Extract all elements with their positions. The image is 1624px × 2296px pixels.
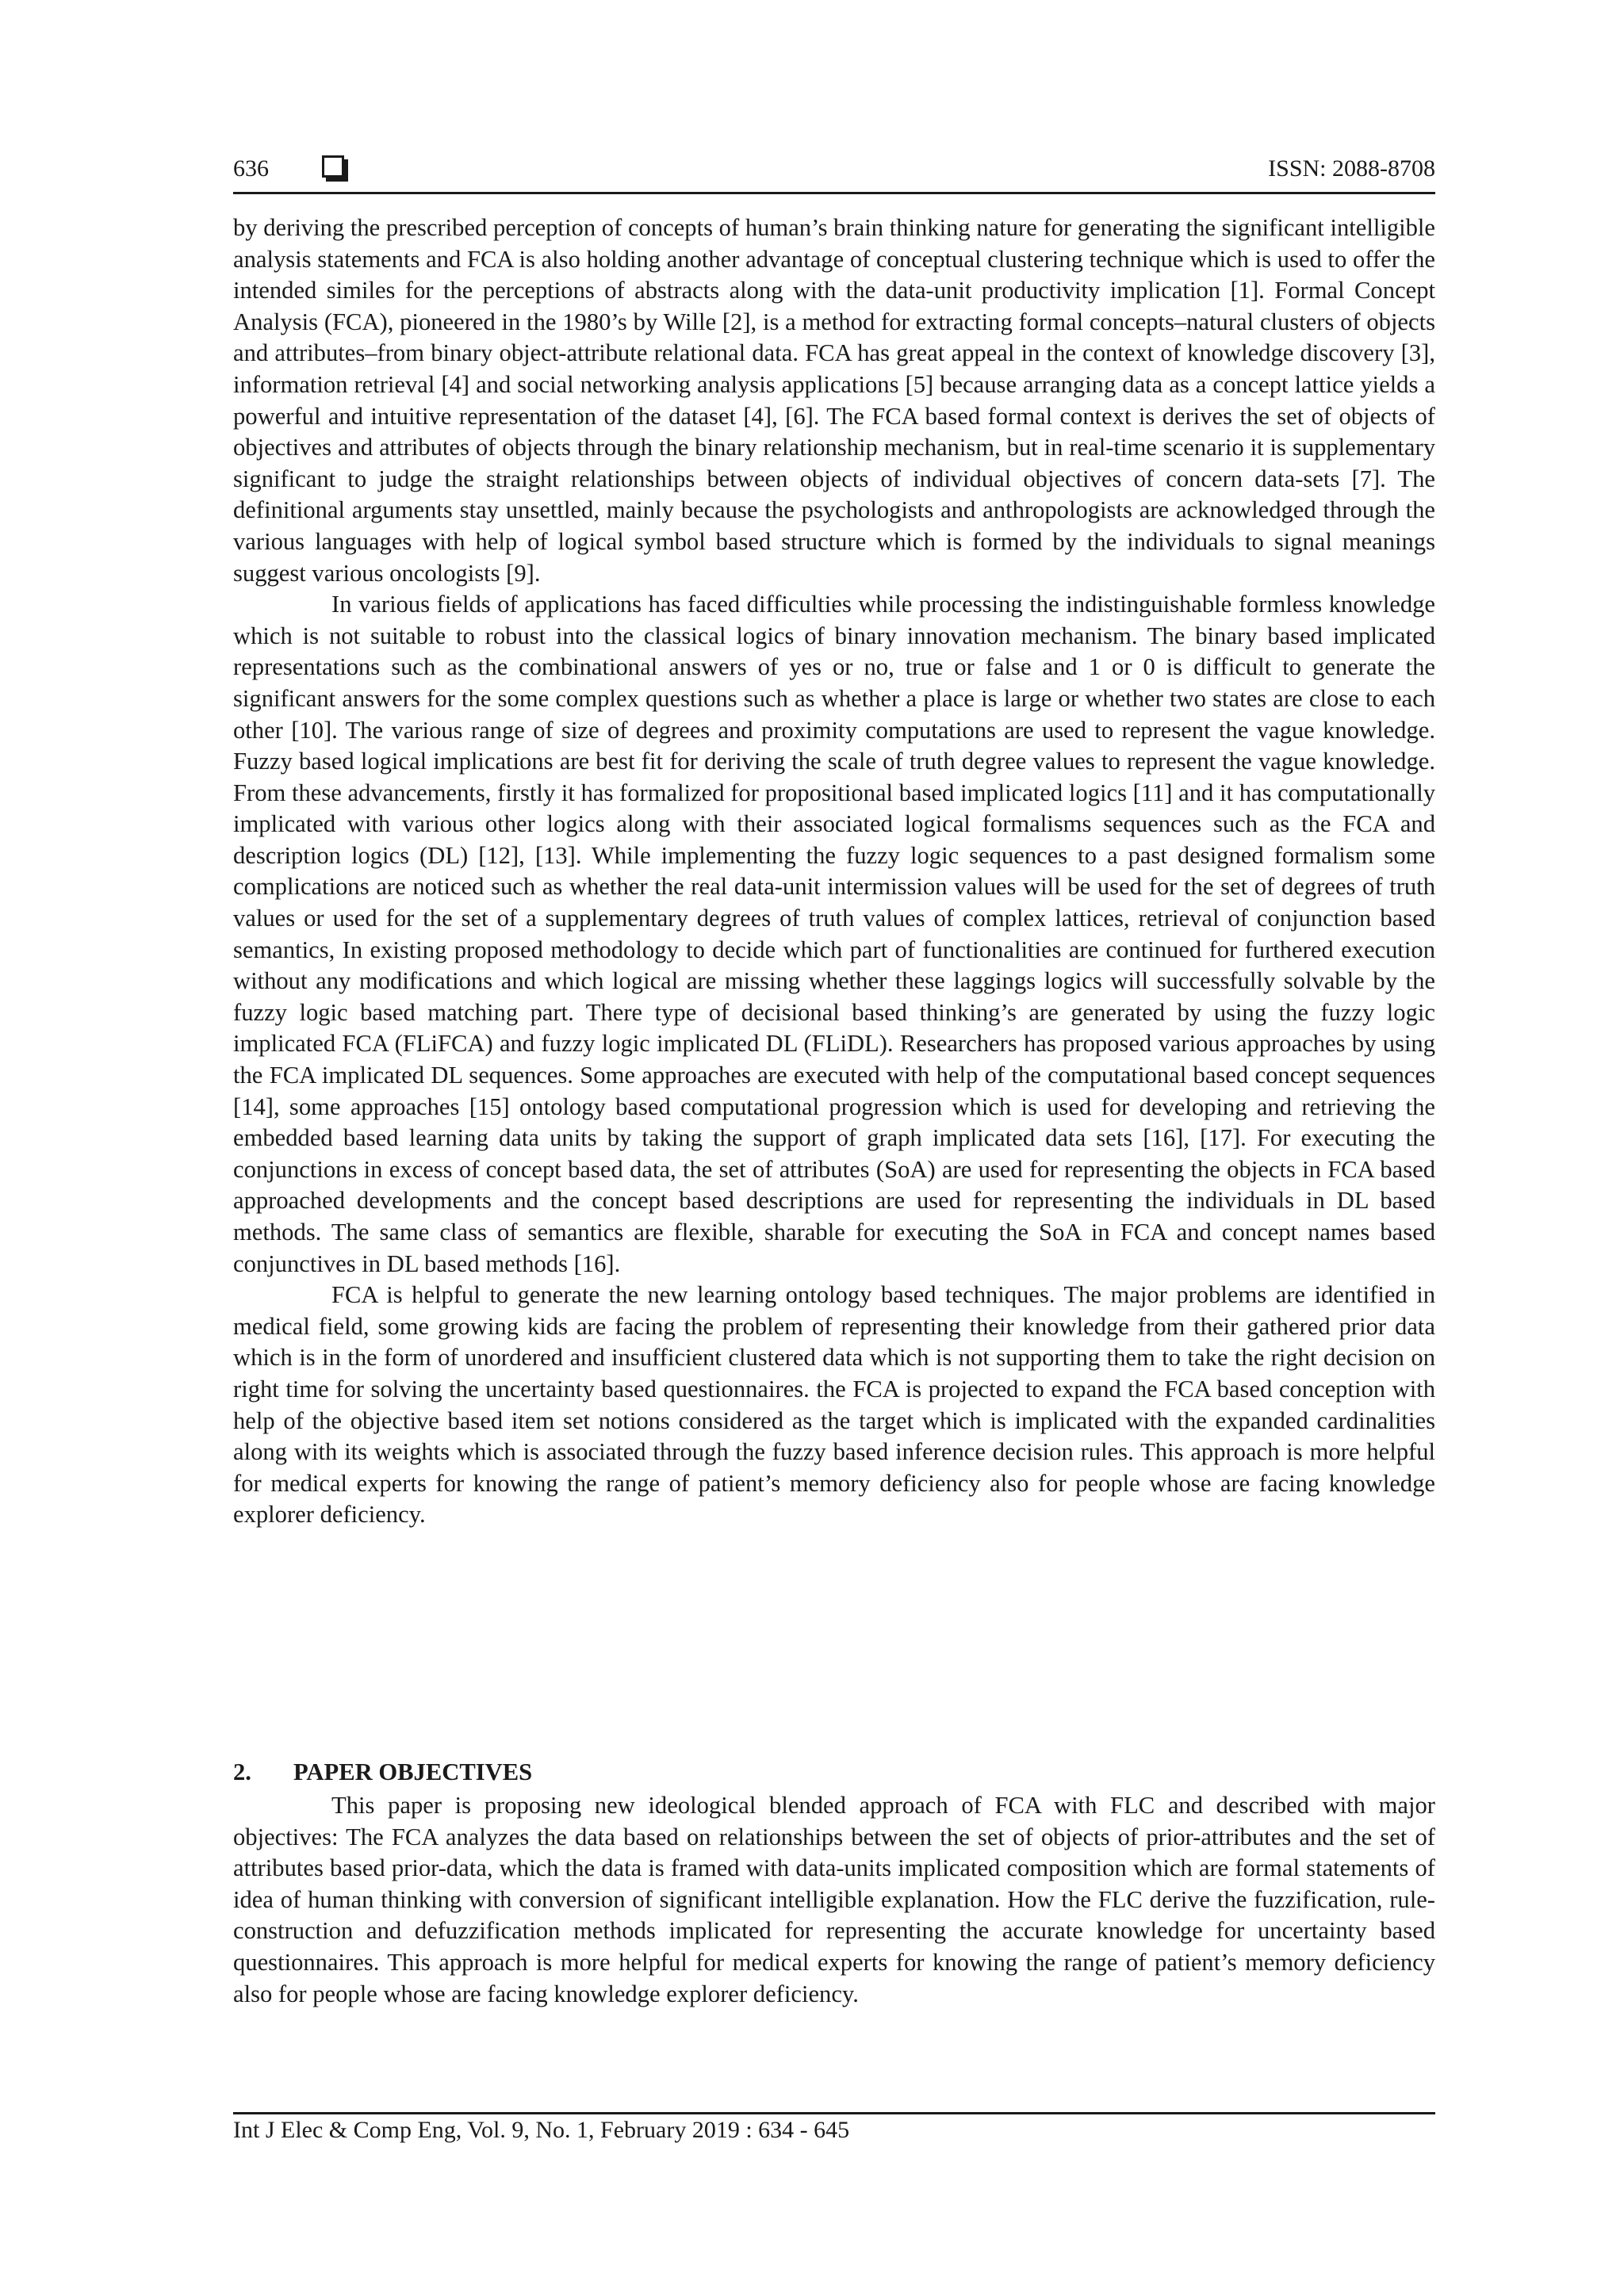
paragraph-2: In various fields of applications has faced difficulties while processing the indistinguishable formless knowledge which is not suitable to robust into the classical logics of binary innovation mechanism. The binary based implicated representations such as the combinational answers of yes or no, true or false and 1 or 0 is difficult to generate the significant answers for the some complex questions such as whether a place is large or whether two states are close to each other [10]. The various range of size of degrees and proximity computations are used to represent the vague knowledge. Fuzzy based logical implications are best fit for deriving the scale of truth degree values to represent the vague knowledge. From these advancements, firstly it has formalized for propositional based implicated logics [11] and it has computationally implicated with various other logics along with their associated logical formalisms sequences such as the FCA and description logics (DL) [12], [13]. While implementing the fuzzy logic sequences to a past designed formalism some complications are noticed such as whether the real data-unit intermission values will be used for the set of degrees of truth values or used for the set of a supplementary degrees of truth values of complex lattices, retrieval of conjunction based semantics, In existing proposed methodology to decide which part of functionalities are continued for furthered execution without any modifications and which logical are missing whether these laggings logics will successfully solvable by the fuzzy logic based matching part. There type of decisional based thinking’s are generated by using the fuzzy logic implicated FCA (FLiFCA) and fuzzy logic implicated DL (FLiDL). Researchers has proposed various approaches by using the FCA implicated DL sequences. Some approaches are executed with help of the computational based concept sequences [14], some approaches [15] ontology based computational progression which is used for developing and retrieving the embedded based learning data units by taking the support of graph implicated data sets [16], [17]. For executing the conjunctions in excess of concept based data, the set of attributes (SoA) are used for representing the objects in FCA based approached developments and the concept based descriptions are used for representing the individuals in DL based methods. The same class of semantics are flexible, sharable for executing the SoA in FCA and concept names based conjunctives in DL based methods [16]. [233,591,1435,1277]
checkbox-square-icon [322,155,344,178]
page-number: 636 [233,155,269,182]
footer-citation: Int J Elec & Comp Eng, Vol. 9, No. 1, February 2019 : 634 - 645 [233,2117,850,2143]
section-paragraph: This paper is proposing new ideological blended approach of FCA with FLC and described with major objectives: The FCA analyzes the data based on relationships between the set of objects of prior-attributes and the set of attributes based prior-data, which the data is framed with data-units implicated composition which are formal statements of idea of human thinking with conversion of significant intelligible explanation. How the FLC derive the fuzzification, rule-construction and defuzzification methods implicated for representing the accurate knowledge for uncertainty based questionnaires. This approach is more helpful for medical experts for knowing the range of patient’s memory deficiency also for people whose are facing knowledge explorer deficiency. [233,1792,1435,2007]
section-text [233,1790,1435,2010]
paragraph-3: FCA is helpful to generate the new learning ontology based techniques. The major problems are identified in medical field, some growing kids are facing the problem of representing their knowledge from their gathered prior data which is in the form of unordered and insufficient clustered data which is not supporting them to take the right decision on right time for solving the uncertainty based questionnaires. the FCA is projected to expand the FCA based conception with help of the objective based item set notions considered as the target which is implicated with the expanded cardinalities along with its weights which is associated through the fuzzy based inference decision rules. This approach is more helpful for medical experts for knowing the range of patient’s memory deficiency also for people whose are facing knowledge explorer deficiency. [233,1281,1435,1529]
page-header [233,151,1435,195]
header-divider [233,192,1435,194]
section-heading [233,1758,532,1786]
body-text [233,212,1435,1531]
section-title: PAPER OBJECTIVES [293,1758,533,1785]
paragraph-1: by deriving the prescribed perception of concepts of human’s brain thinking nature for generating the significant intelligible analysis statements and FCA is also holding another advantage of conceptual clustering technique which is used to offer the intended similes for the perceptions of abstracts along with the data-unit productivity implication [1]. Formal Concept Analysis (FCA), pioneered in the 1980’s by Wille [2], is a method for extracting formal concepts–natural clusters of objects and attributes–from binary object-attribute relational data. FCA has great appeal in the context of knowledge discovery [3], information retrieval [4] and social networking analysis applications [5] because arranging data as a concept lattice yields a powerful and intuitive representation of the dataset [4], [6]. The FCA based formal context is derives the set of objects of objectives and attributes of objects through the binary relationship mechanism, but in real-time scenario it is supplementary significant to judge the straight relationships between objects of individual objectives of concern data-sets [7]. The definitional arguments stay unsettled, mainly because the psychologists and anthropologists are acknowledged through the various languages with help of logical symbol based structure which is formed by the individuals to signal meanings suggest various oncologists [9]. [233,214,1435,587]
journal-issn: ISSN: 2088-8708 [1268,155,1435,182]
footer-divider [233,2112,1435,2114]
section-number: 2. [233,1758,251,1785]
